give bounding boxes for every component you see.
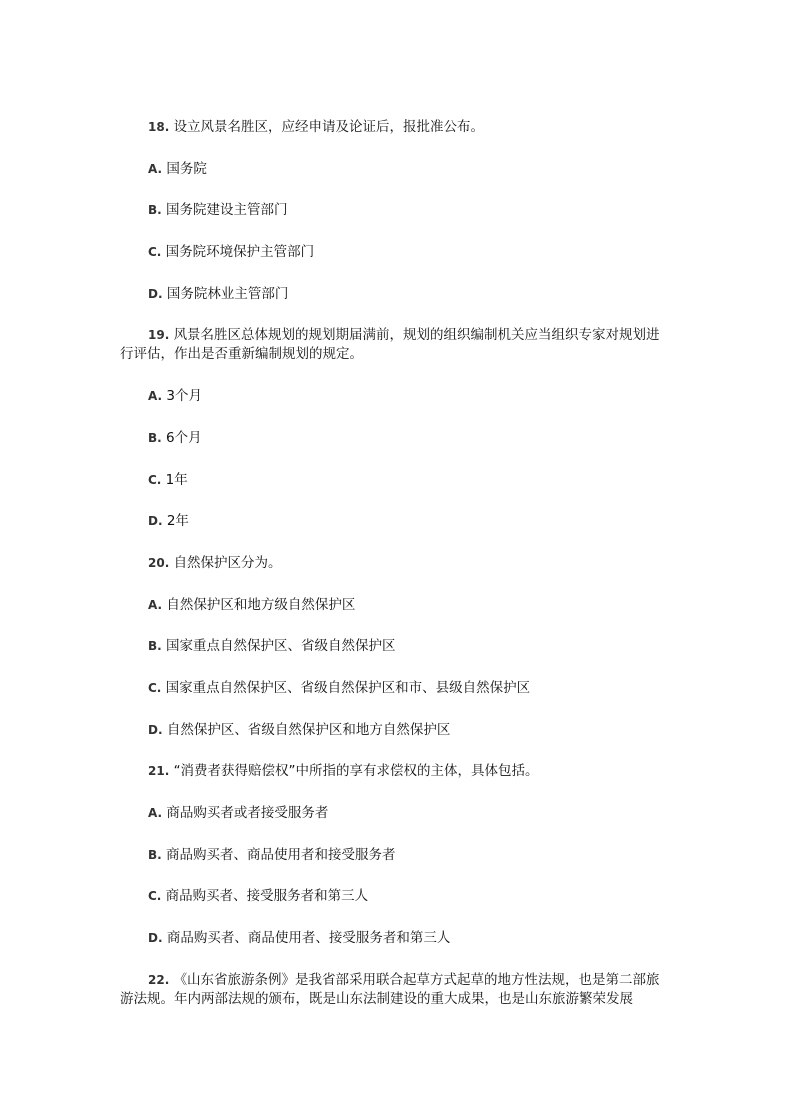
option-label: C. — [148, 245, 162, 260]
option-text: 国务院 — [166, 160, 207, 177]
answer-option — [120, 160, 668, 179]
option-text: 国家重点自然保护区、省级自然保护区 — [166, 638, 396, 655]
question-22 — [120, 971, 668, 1009]
answer-option — [120, 201, 668, 220]
document-body — [120, 118, 668, 1031]
option-text: 自然保护区和地方级自然保护区 — [166, 596, 356, 613]
option-label: D. — [148, 931, 163, 946]
answer-option — [120, 721, 668, 740]
option-text: 自然保护区、省级自然保护区和地方自然保护区 — [166, 721, 451, 738]
answer-option — [120, 887, 668, 906]
question-number: 21. — [148, 764, 170, 779]
option-label: A. — [148, 806, 163, 820]
option-label: A. — [148, 161, 163, 176]
question-text: 自然保护区分为。 — [173, 554, 282, 571]
option-text: 国务院林业主管部门 — [166, 285, 289, 302]
answer-option — [120, 679, 668, 698]
option-text: 6个月 — [166, 429, 202, 446]
option-label: A. — [148, 389, 163, 404]
option-label: A. — [148, 597, 163, 612]
answer-option — [120, 512, 668, 531]
answer-option — [120, 471, 668, 490]
option-label: B. — [148, 639, 162, 654]
question-text: 《山东省旅游条例》是我省部采用联合起草方式起草的地方性法规，也是第二部旅游法规。年内两部法规的颁布，既是山东法制建设的重大成果，也是山东旅游繁荣发展 — [120, 971, 660, 1007]
option-label: D. — [148, 286, 163, 301]
option-text: 商品购买者、商品使用者、接受服务者和第三人 — [166, 930, 451, 947]
option-label: D. — [148, 722, 163, 737]
answer-option — [120, 637, 668, 656]
answer-option — [120, 804, 668, 823]
answer-option — [120, 387, 668, 406]
option-label: B. — [148, 847, 162, 862]
answer-option — [120, 285, 668, 304]
question-text: 设立风景名胜区，应经申请及论证后，报批准公布。 — [173, 119, 485, 135]
option-text: 3个月 — [166, 388, 202, 405]
question-number: 22. — [148, 972, 170, 987]
option-text: 国家重点自然保护区、省级自然保护区和市、县级自然保护区 — [165, 679, 531, 696]
option-text: 商品购买者或者接受服务者 — [166, 805, 329, 821]
option-label: C. — [148, 889, 162, 904]
option-text: 商品购买者、接受服务者和第三人 — [165, 888, 369, 905]
answer-option — [120, 596, 668, 615]
question-18 — [120, 118, 668, 137]
option-label: B. — [148, 203, 162, 218]
question-21 — [120, 762, 668, 781]
option-label: C. — [148, 680, 162, 695]
question-text: 风景名胜区总体规划的规划期届满前，规划的组织编制机关应当组织专家对规划进行评估，作出是否重新编制规划的规定。 — [120, 327, 660, 363]
option-label: D. — [148, 514, 163, 529]
question-text: “消费者获得赔偿权”中所指的享有求偿权的主体，具体包括。 — [173, 763, 539, 780]
option-text: 国务院建设主管部门 — [166, 202, 288, 219]
question-number: 18. — [148, 120, 170, 134]
option-text: 2年 — [166, 513, 189, 530]
answer-option — [120, 243, 668, 262]
option-text: 商品购买者、商品使用者和接受服务者 — [166, 846, 396, 863]
question-number: 19. — [148, 328, 170, 343]
answer-option — [120, 929, 668, 948]
option-label: B. — [148, 430, 162, 445]
question-20 — [120, 554, 668, 573]
option-text: 国务院环境保护主管部门 — [165, 244, 315, 261]
question-number: 20. — [148, 555, 170, 570]
option-label: C. — [148, 472, 162, 487]
answer-option — [120, 429, 668, 448]
question-19 — [120, 326, 668, 364]
answer-option — [120, 846, 668, 865]
option-text: 1年 — [165, 471, 188, 488]
